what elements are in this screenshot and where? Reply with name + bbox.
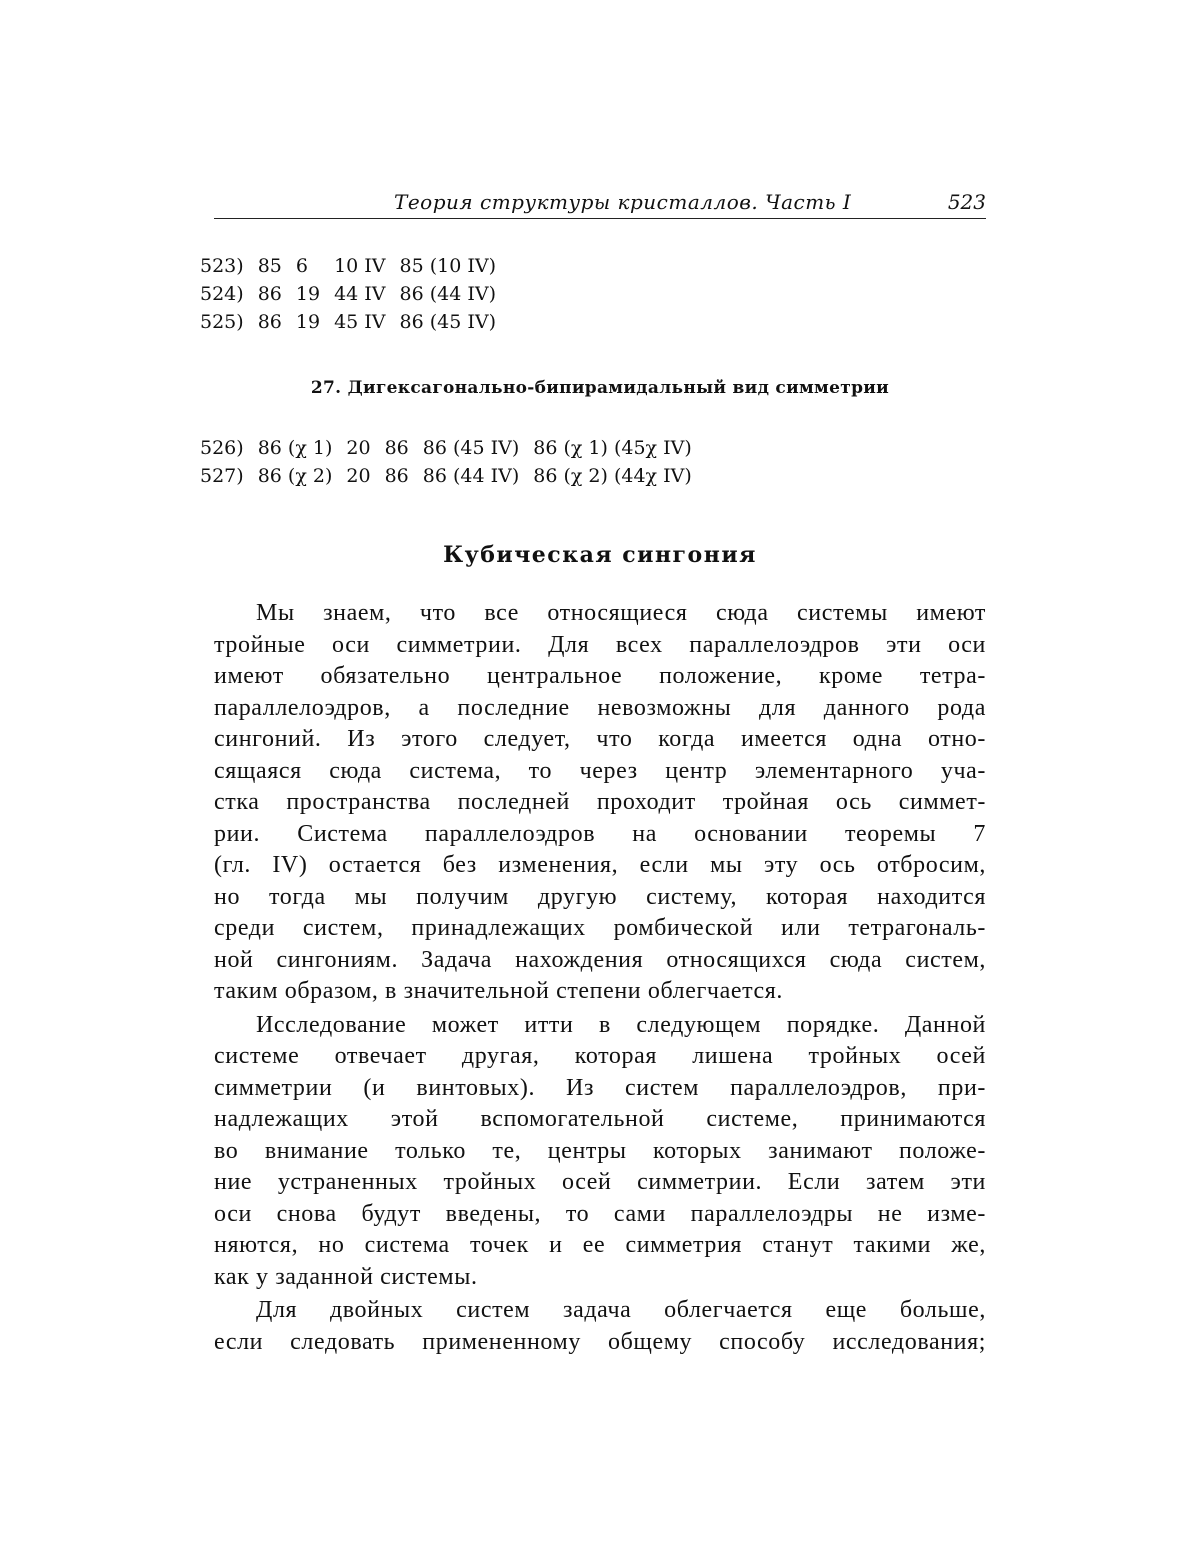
- text-line: как у заданной системы.: [214, 1262, 986, 1294]
- table-cell: 44 IV: [334, 280, 399, 308]
- header-rule: [214, 218, 986, 219]
- table-cell: 86 (χ 2) (44χ IV): [533, 462, 706, 490]
- table-cell: 527): [200, 462, 258, 490]
- table-cell: 86: [385, 462, 423, 490]
- text-line: сящаяся сюда система, то через центр элементарного уча-: [214, 756, 986, 788]
- table-cell: 86 (45 IV): [400, 308, 510, 336]
- running-title: Теория структуры кристаллов. Часть I: [394, 190, 851, 214]
- body-text: [214, 598, 986, 1358]
- table-cell: 524): [200, 280, 258, 308]
- table-row: [200, 434, 706, 462]
- table-cell: 86: [258, 308, 296, 336]
- text-line: рии. Система параллелоэдров на основании теоремы 7: [214, 819, 986, 851]
- text-line: симметрии (и винтовых). Из систем параллелоэдров, при-: [214, 1073, 986, 1105]
- text-line: оси снова будут введены, то сами параллелоэдры не изме-: [214, 1199, 986, 1231]
- table-cell: 85 (10 IV): [400, 252, 510, 280]
- text-line: имеют обязательно центральное положение, кроме тетра-: [214, 661, 986, 693]
- table-cell: 86 (χ 1) (45χ IV): [533, 434, 706, 462]
- table-cell: 20: [346, 434, 384, 462]
- table-row: [200, 462, 706, 490]
- text-line: ние устраненных тройных осей симметрии. Если затем эти: [214, 1167, 986, 1199]
- text-line: параллелоэдров, а последние невозможны для данного рода: [214, 693, 986, 725]
- text-line: среди систем, принадлежащих ромбической или тетрагональ-: [214, 913, 986, 945]
- table-cell: 10 IV: [334, 252, 399, 280]
- text-line: системе отвечает другая, которая лишена тройных осей: [214, 1041, 986, 1073]
- symmetry-table-26: [200, 252, 510, 336]
- section-heading-cubic: Кубическая сингония: [0, 542, 1200, 568]
- text-line: таким образом, в значительной степени облегчается.: [214, 976, 986, 1008]
- text-line: няются, но система точек и ее симметрия станут такими же,: [214, 1230, 986, 1262]
- text-line: ной сингониям. Задача нахождения относящихся сюда систем,: [214, 945, 986, 977]
- table-cell: 45 IV: [334, 308, 399, 336]
- paragraph: [214, 598, 986, 1008]
- paragraph: [214, 1295, 986, 1358]
- table-cell: 86 (χ 1): [258, 434, 347, 462]
- section-heading-27: 27. Дигексагонально-бипирамидальный вид симметрии: [0, 378, 1200, 398]
- table-cell: 523): [200, 252, 258, 280]
- text-line: тройные оси симметрии. Для всех параллелоэдров эти оси: [214, 630, 986, 662]
- table-row: [200, 252, 510, 280]
- table-cell: 86 (45 IV): [423, 434, 533, 462]
- text-line: (гл. IV) остается без изменения, если мы эту ось отбросим,: [214, 850, 986, 882]
- text-line: Мы знаем, что все относящиеся сюда системы имеют: [214, 598, 986, 630]
- table-cell: 6: [296, 252, 334, 280]
- text-line: во внимание только те, центры которых занимают положе-: [214, 1136, 986, 1168]
- table-cell: 86 (χ 2): [258, 462, 347, 490]
- table-cell: 86: [385, 434, 423, 462]
- text-line: стка пространства последней проходит тройная ось симмет-: [214, 787, 986, 819]
- table-row: [200, 280, 510, 308]
- symmetry-table-27: [200, 434, 706, 490]
- running-head: [214, 186, 986, 220]
- table-cell: 525): [200, 308, 258, 336]
- book-page: [0, 0, 1200, 1560]
- table-cell: 19: [296, 308, 334, 336]
- table-cell: 85: [258, 252, 296, 280]
- text-line: если следовать примененному общему способу исследования;: [214, 1327, 986, 1359]
- text-line: сингоний. Из этого следует, что когда имеется одна отно-: [214, 724, 986, 756]
- table-cell: 20: [346, 462, 384, 490]
- table-row: [200, 308, 510, 336]
- table-cell: 86 (44 IV): [400, 280, 510, 308]
- text-line: но тогда мы получим другую систему, которая находится: [214, 882, 986, 914]
- table-cell: 19: [296, 280, 334, 308]
- text-line: Исследование может итти в следующем порядке. Данной: [214, 1010, 986, 1042]
- paragraph: [214, 1010, 986, 1294]
- table-cell: 86: [258, 280, 296, 308]
- page-number: 523: [948, 190, 986, 214]
- text-line: надлежащих этой вспомогательной системе, принимаются: [214, 1104, 986, 1136]
- table-cell: 86 (44 IV): [423, 462, 533, 490]
- table-cell: 526): [200, 434, 258, 462]
- text-line: Для двойных систем задача облегчается еще больше,: [214, 1295, 986, 1327]
